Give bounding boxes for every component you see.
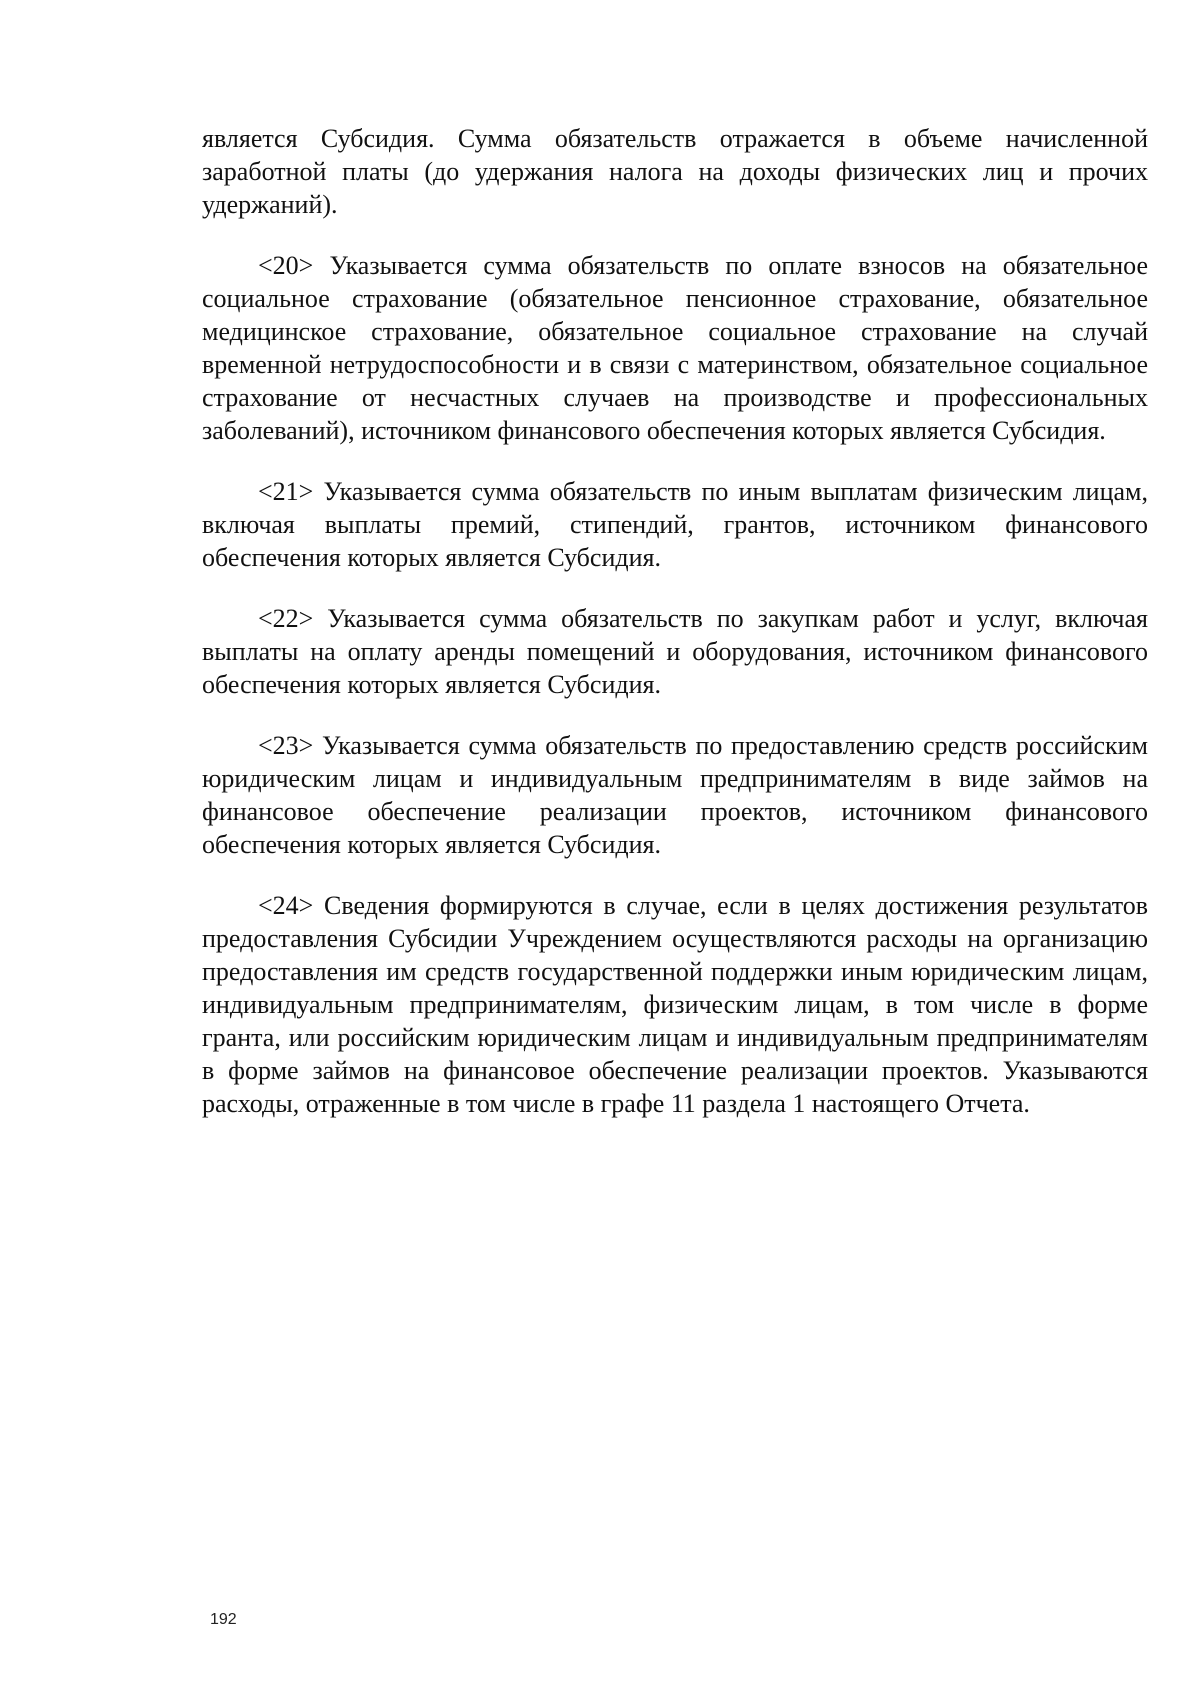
footnote-22: <22> Указывается сумма обязательств по закупкам работ и услуг, включая выплаты на оплату аренды помещений и оборудования, источником финансового обеспечения которых является Субсидия. [202,604,1148,699]
document-body [202,122,1148,1148]
footnote-23: <23> Указывается сумма обязательств по предоставлению средств российским юридическим лицам и индивидуальным предпринимателям в виде займов на финансовое обеспечение реализации проектов, источником финансового обеспечения которых является Субсидия. [202,731,1148,859]
page-number: 192 [210,1611,237,1628]
paragraph-continuation: является Субсидия. Сумма обязательств отражается в объеме начисленной заработной платы (до удержания налога на доходы физических лиц и прочих удержаний). [202,124,1148,219]
footnote-20: <20> Указывается сумма обязательств по оплате взносов на обязательное социальное страхование (обязательное пенсионное страхование, обязательное медицинское страхование, обязательное социальное страхование на случай временной нетрудоспособности и в связи с материнством, обязательное социальное страхование от несчастных случаев на производстве и профессиональных заболеваний), источником финансового обеспечения которых является Субсидия. [202,251,1148,445]
footnote-21: <21> Указывается сумма обязательств по иным выплатам физическим лицам, включая выплаты премий, стипендий, грантов, источником финансового обеспечения которых является Субсидия. [202,477,1148,572]
footnote-24: <24> Сведения формируются в случае, если в целях достижения результатов предоставления Субсидии Учреждением осуществляются расходы на организацию предоставления им средств государственной поддержки иным юридическим лицам, индивидуальным предпринимателям, физическим лицам, в том числе в форме гранта, или российским юридическим лицам и индивидуальным предпринимателям в форме займов на финансовое обеспечение реализации проектов. Указываются расходы, отраженные в том числе в графе 11 раздела 1 настоящего Отчета. [202,891,1148,1118]
